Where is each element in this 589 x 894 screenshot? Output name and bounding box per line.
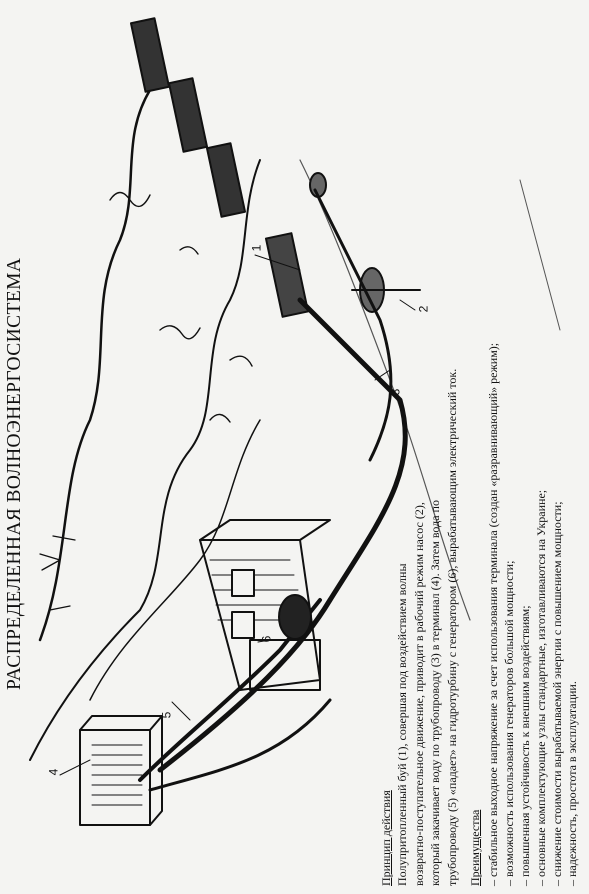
callout-3: 3	[388, 388, 403, 396]
pipeline-3	[160, 300, 405, 770]
seabed-line-2	[520, 180, 560, 330]
advantage-item: – возможность использования генераторов большой мощности;	[502, 343, 518, 886]
page-title: РАСПРЕДЕЛЕННАЯ ВОЛНОЭНЕРГОСИСТЕМА	[4, 257, 25, 690]
advantage-item: – основные комплектующие узлы стандартные, изготавливаются на Украине;	[534, 343, 550, 886]
buoy-1	[131, 18, 308, 317]
principle-block	[378, 369, 460, 886]
hill-ridge	[30, 160, 260, 760]
principle-line: трубопроводу (5) «падает» на гидротурбину с генератором (6), вырабатывающим электрический ток.	[444, 368, 459, 886]
terminal-4	[80, 716, 162, 825]
advantage-item: – стабильное выходное напряжение за счет использования терминала (создан «разравнивающий» режим);	[486, 343, 502, 886]
callout-4: 4	[46, 768, 61, 776]
principle-heading: Принцип действия	[379, 790, 393, 886]
advantages-heading: Преимущества	[468, 809, 482, 886]
callout-1: 1	[249, 244, 264, 252]
shoreline	[40, 90, 150, 640]
advantage-item: – снижение стоимости вырабатываемой энергии с повышением мощности;	[550, 343, 566, 886]
advantages-block	[468, 343, 581, 886]
callout-5: 5	[159, 711, 174, 719]
rocks	[110, 193, 252, 423]
principle-line: возвратно-поступательное движение, приводит в рабочий режим насос (2),	[411, 502, 426, 886]
callout-6: 6	[259, 635, 274, 643]
principle-line: который закачивает воду по трубопроводу (3) в терминал (4). Затем вода по	[428, 500, 443, 886]
callout-2: 2	[416, 305, 431, 313]
advantage-item: – повышенная устойчивость к внешним воздействиям;	[518, 343, 534, 886]
principle-line: Полупритопленный буй (1), совершая под воздействием волны	[395, 563, 410, 886]
advantage-item: – надежность, простота в эксплуатации.	[565, 343, 581, 886]
